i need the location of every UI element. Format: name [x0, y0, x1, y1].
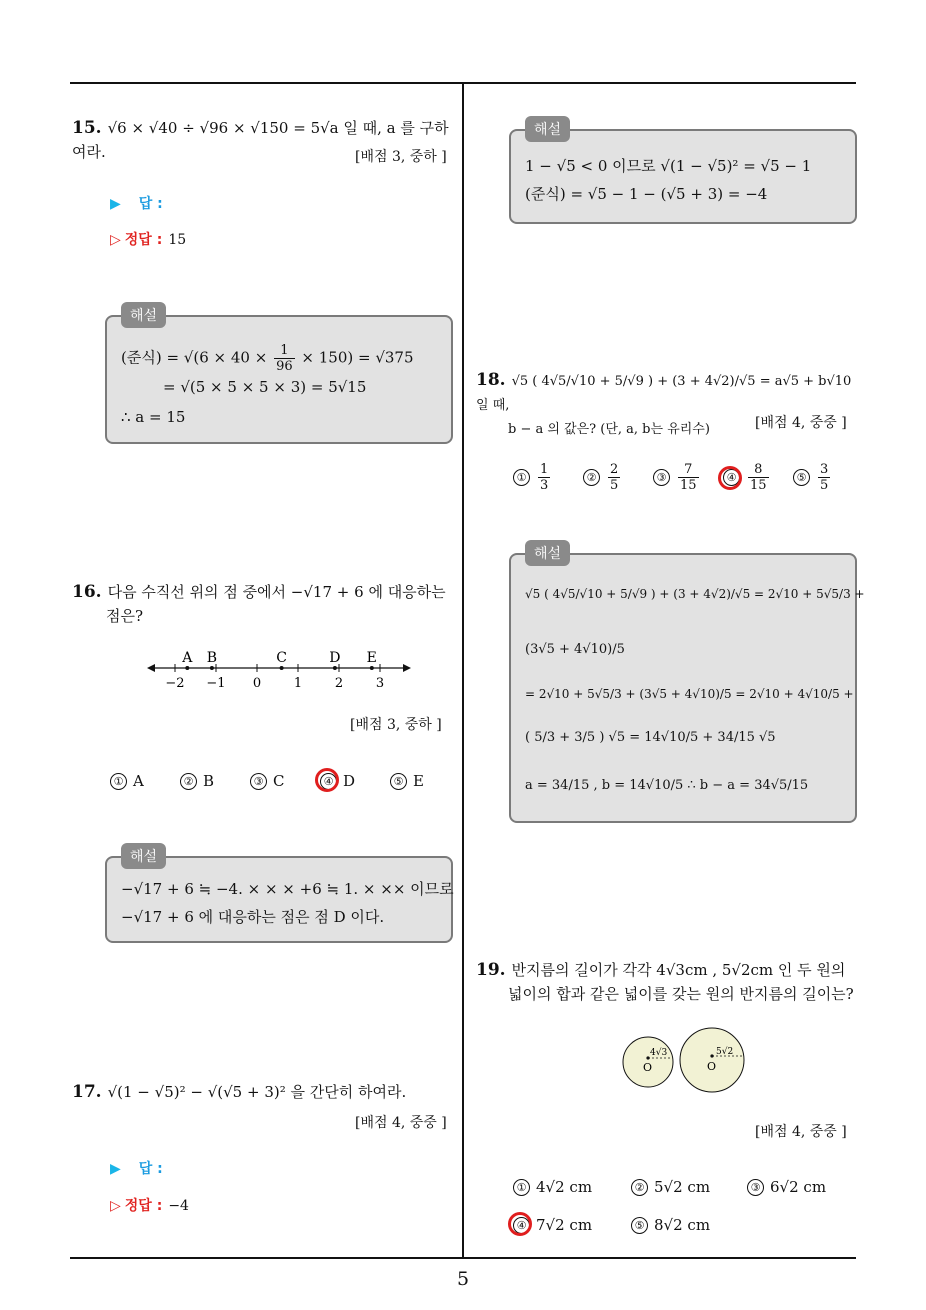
question-text: √5 ( 4√5/√10 + 5/√9 ) + (3 + 4√2)/√5 = a√5 + b√10 일 때, [476, 374, 852, 413]
solution-tag: 해설 [121, 302, 166, 328]
question-number: 15. [72, 118, 102, 138]
solution-line-1: −√17 + 6 ≒ −4. × × × +6 ≒ 1. × ×× 이므로 [121, 880, 454, 898]
choice-3[interactable]: ③ $\frac{7}{15}$ [653, 462, 701, 493]
point-label: D [329, 650, 341, 666]
solution-line-1: (준식) = √(6 × 40 × $\frac{1}{96}$ × 150) = √375 [121, 343, 414, 374]
column-divider [462, 84, 464, 1258]
circle-large-label: 5√2 [716, 1047, 734, 1057]
center-label-2: O [707, 1060, 717, 1073]
circle-small-label: 4√3 [650, 1048, 668, 1058]
point-dot [210, 666, 214, 670]
answer-row [110, 1158, 163, 1178]
choice-2[interactable]: ② B [180, 772, 214, 790]
choice-2[interactable]: ② $\frac{2}{5}$ [583, 462, 622, 493]
point-label: E [366, 650, 377, 666]
play-icon: ▶ [110, 196, 121, 212]
solution-tag: 해설 [525, 116, 570, 142]
question-text: 반지름의 길이가 각각 4√3cm , 5√2cm 인 두 원의 [511, 961, 846, 979]
choice-4[interactable]: ④ $\frac{8}{15}$ [723, 462, 771, 493]
selected-mark [315, 768, 339, 792]
choice-5[interactable]: ⑤ E [390, 772, 424, 790]
correct-label: 정답 : [124, 1198, 163, 1214]
tick-label: 0 [252, 676, 262, 691]
solution-line-2: = √(5 × 5 × 5 × 3) = 5√15 [163, 378, 367, 396]
tick-label: −2 [165, 676, 185, 691]
center-label-1: O [643, 1061, 653, 1074]
choice-2[interactable]: ② 5√2 cm [631, 1178, 710, 1196]
solution-line-1: √5 ( 4√5/√10 + 5/√9 ) + (3 + 4√2)/√5 = 2√10 + 5√5/3 + [525, 587, 865, 601]
choice-3[interactable]: ③ C [250, 772, 284, 790]
solution-line-1: 1 − √5 < 0 이므로 √(1 − √5)² = √5 − 1 [525, 157, 812, 175]
solution-line-2: (3√5 + 4√10)/5 [525, 642, 625, 657]
question-text-2: b − a 의 값은? (단, a, b는 유리수) [508, 422, 710, 437]
point-dot [280, 666, 284, 670]
solution-tag: 해설 [525, 540, 570, 566]
question-text-2: 점은? [106, 607, 144, 625]
points-label: [배점 4, 중중 ] [755, 1124, 847, 1140]
solution-box [105, 849, 454, 943]
question-19 [476, 958, 866, 1006]
correct-answer-row [110, 229, 186, 249]
solution-line-3: ∴ a = 15 [121, 408, 186, 426]
correct-label: 정답 : [124, 232, 163, 248]
tick-label: 3 [375, 676, 385, 691]
answer-label: 답 : [138, 196, 163, 212]
choice-3[interactable]: ③ 6√2 cm [747, 1178, 826, 1196]
solution-line-4: ( 5/3 + 3/5 ) √5 = 14√10/5 + 34/15 √5 [525, 730, 776, 745]
question-text: 다음 수직선 위의 점 중에서 −√17 + 6 에 대응하는 [107, 583, 446, 601]
answer-row [110, 193, 163, 213]
choice-1[interactable]: ① 4√2 cm [513, 1178, 592, 1196]
fraction: $\frac{1}{96}$ [276, 343, 293, 374]
tick-label: 1 [293, 676, 303, 691]
choice-5[interactable]: ⑤ $\frac{3}{5}$ [793, 462, 832, 493]
correct-value: 15 [168, 232, 187, 248]
points-label: [배점 3, 중하 ] [350, 717, 442, 733]
question-number: 19. [476, 960, 506, 980]
question-text: √6 × √40 ÷ √96 × √150 = 5√a 일 때, a 를 구하여라. [72, 119, 449, 161]
triangle-outline-icon: ▷ [110, 1198, 121, 1214]
question-number: 18. [476, 370, 506, 390]
choice-5[interactable]: ⑤ 8√2 cm [631, 1216, 710, 1234]
question-text: √(1 − √5)² − √(√5 + 3)² 을 간단히 하여라. [107, 1083, 407, 1101]
point-label: C [276, 650, 287, 666]
point-label: A [182, 650, 193, 666]
choice-4[interactable]: ④ 7√2 cm [513, 1216, 592, 1234]
point-dot [370, 666, 374, 670]
question-number: 17. [72, 1082, 102, 1102]
solution-line-3: = 2√10 + 5√5/3 + (3√5 + 4√10)/5 = 2√10 + 4√10/5 + [525, 687, 854, 701]
correct-answer-row [110, 1195, 189, 1215]
number-line [145, 646, 415, 692]
question-16 [72, 580, 458, 628]
solution-line-2: −√17 + 6 에 대응하는 점은 점 D 이다. [121, 908, 385, 926]
selected-mark [718, 466, 742, 490]
question-number: 16. [72, 582, 102, 602]
choice-1[interactable]: ① $\frac{1}{3}$ [513, 462, 552, 493]
point-dot [185, 666, 189, 670]
solution-line-2: (준식) = √5 − 1 − (√5 + 3) = −4 [525, 185, 768, 203]
solution-box [509, 122, 857, 224]
bottom-rule [70, 1257, 856, 1259]
selected-mark [508, 1212, 532, 1236]
question-text-2: 넓이의 합과 같은 넓이를 갖는 원의 반지름의 길이는? [508, 985, 854, 1003]
solution-line-5: a = 34/15 , b = 14√10/5 ∴ b − a = 34√5/15 [525, 778, 809, 793]
solution-box [105, 308, 453, 444]
points-label: [배점 4, 중중 ] [755, 415, 847, 431]
play-icon: ▶ [110, 1161, 121, 1177]
triangle-outline-icon: ▷ [110, 232, 121, 248]
circles-figure [620, 1026, 750, 1098]
choice-1[interactable]: ① A [110, 772, 144, 790]
solution-box [509, 546, 865, 823]
points-label: [배점 4, 중중 ] [355, 1115, 447, 1131]
solution-tag: 해설 [121, 843, 166, 869]
answer-label: 답 : [138, 1161, 163, 1177]
page-number: 5 [456, 1268, 470, 1290]
question-17 [72, 1080, 458, 1104]
choice-4[interactable]: ④ D [320, 772, 355, 790]
points-label: [배점 3, 중하 ] [355, 149, 447, 165]
tick-label: 2 [334, 676, 344, 691]
correct-value: −4 [168, 1198, 189, 1214]
point-dot [333, 666, 337, 670]
point-label: B [206, 650, 218, 666]
tick-label: −1 [206, 676, 226, 691]
